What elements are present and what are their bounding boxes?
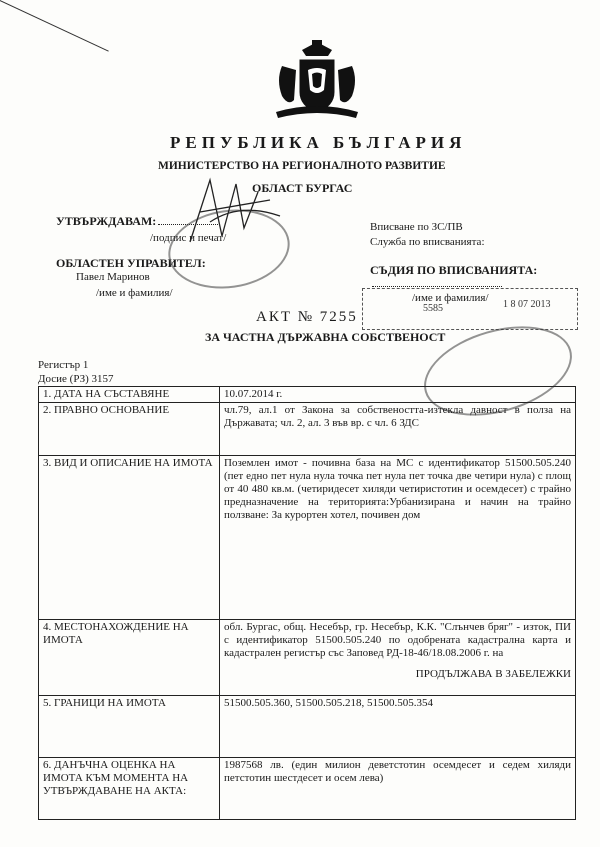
service-label: Служба по вписванията: — [370, 236, 485, 248]
ministry-heading: МИНИСТЕРСТВО НА РЕГИОНАЛНОТО РАЗВИТИЕ — [158, 160, 446, 172]
table-row — [39, 620, 576, 696]
republic-heading: РЕПУБЛИКА БЪЛГАРИЯ — [170, 133, 467, 152]
row-label: 3. ВИД И ОПИСАНИЕ НА ИМОТА — [39, 456, 220, 620]
entry-label: Вписване по ЗС/ПВ — [370, 221, 463, 233]
location-text: обл. Бургас, общ. Несебър, гр. Несебър, К.К. "Слънчев бряг" - изток, ПИ с идентификатор 51500.505.240 по одобрената кадастрална карта и кадастрален регистър със Заповед РД-18-46/18.08.2006 г. на — [224, 621, 571, 659]
table-row — [39, 387, 576, 403]
row-label: 6. ДАНЪЧНА ОЦЕНКА НА ИМОТА КЪМ МОМЕНТА НА УТВЪРЖДАВАНЕ НА АКТА: — [39, 758, 220, 820]
row-label: 2. ПРАВНО ОСНОВАНИЕ — [39, 403, 220, 456]
name-hint-left: /име и фамилия/ — [96, 287, 173, 299]
approve-label: УТВЪРЖДАВАМ: — [56, 214, 157, 228]
governor-name: Павел Маринов — [76, 271, 150, 283]
governor-label: ОБЛАСТЕН УПРАВИТЕЛ: — [56, 256, 206, 270]
scan-artifact-line — [0, 0, 109, 52]
row-label: 5. ГРАНИЦИ НА ИМОТА — [39, 696, 220, 758]
row-label: 1. ДАТА НА СЪСТАВЯНЕ — [39, 387, 220, 403]
table-row — [39, 456, 576, 620]
act-details-table — [38, 386, 576, 820]
row-label: 4. МЕСТОНАХОЖДЕНИЕ НА ИМОТА — [39, 620, 220, 696]
judge-label: СЪДИЯ ПО ВПИСВАНИЯТА: — [370, 263, 538, 277]
sign-hint: /подпис и печат/ — [150, 232, 227, 244]
row-value: 51500.505.360, 51500.505.218, 51500.505.354 — [220, 696, 576, 758]
row-value: 1987568 лв. (един милион деветстотин осемдесет и седем хиляди петстотин шестдесет и осем лева) — [220, 758, 576, 820]
table-row — [39, 696, 576, 758]
row-value — [220, 620, 576, 696]
row-value: чл.79, ал.1 от Закона за собствеността-изтекла давност в полза на Държавата; чл. 2, ал. 3 във вр. с чл. 6 ЗДС — [220, 403, 576, 456]
register-line: Регистър 1 — [38, 359, 89, 371]
act-kind: ЗА ЧАСТНА ДЪРЖАВНА СОБСТВЕНОСТ — [205, 330, 446, 344]
act-number: АКТ № 7255 — [256, 309, 358, 325]
signature-governor — [180, 172, 290, 252]
table-row — [39, 403, 576, 456]
region-heading: ОБЛАСТ БУРГАС — [252, 181, 353, 195]
stamp-number: 5585 — [423, 303, 443, 314]
dossier-line: Досие (РЗ) 3157 — [38, 373, 114, 385]
stamp-date: 1 8 07 2013 — [503, 299, 551, 310]
row-value: Поземлен имот - почивна база на МС с идентификатор 51500.505.240 (пет едно пет нула нула точка пет нула пет точка две четири нула) с площ от 40 480 кв.м. (четиридесет хиляди четиристотин и осемдесет) с трайно предназначение на територията:Урбанизирана и начин на трайно ползване: За курортен хотел, почивен дом — [220, 456, 576, 620]
name-hint-right: /име и фамилия/ — [412, 292, 489, 304]
continues-note: ПРОДЪЛЖАВА В ЗАБЕЛЕЖКИ — [415, 668, 571, 680]
coat-of-arms-emblem — [272, 40, 362, 122]
row-value: 10.07.2014 г. — [220, 387, 576, 403]
registration-stamp — [362, 288, 578, 330]
table-row — [39, 758, 576, 820]
